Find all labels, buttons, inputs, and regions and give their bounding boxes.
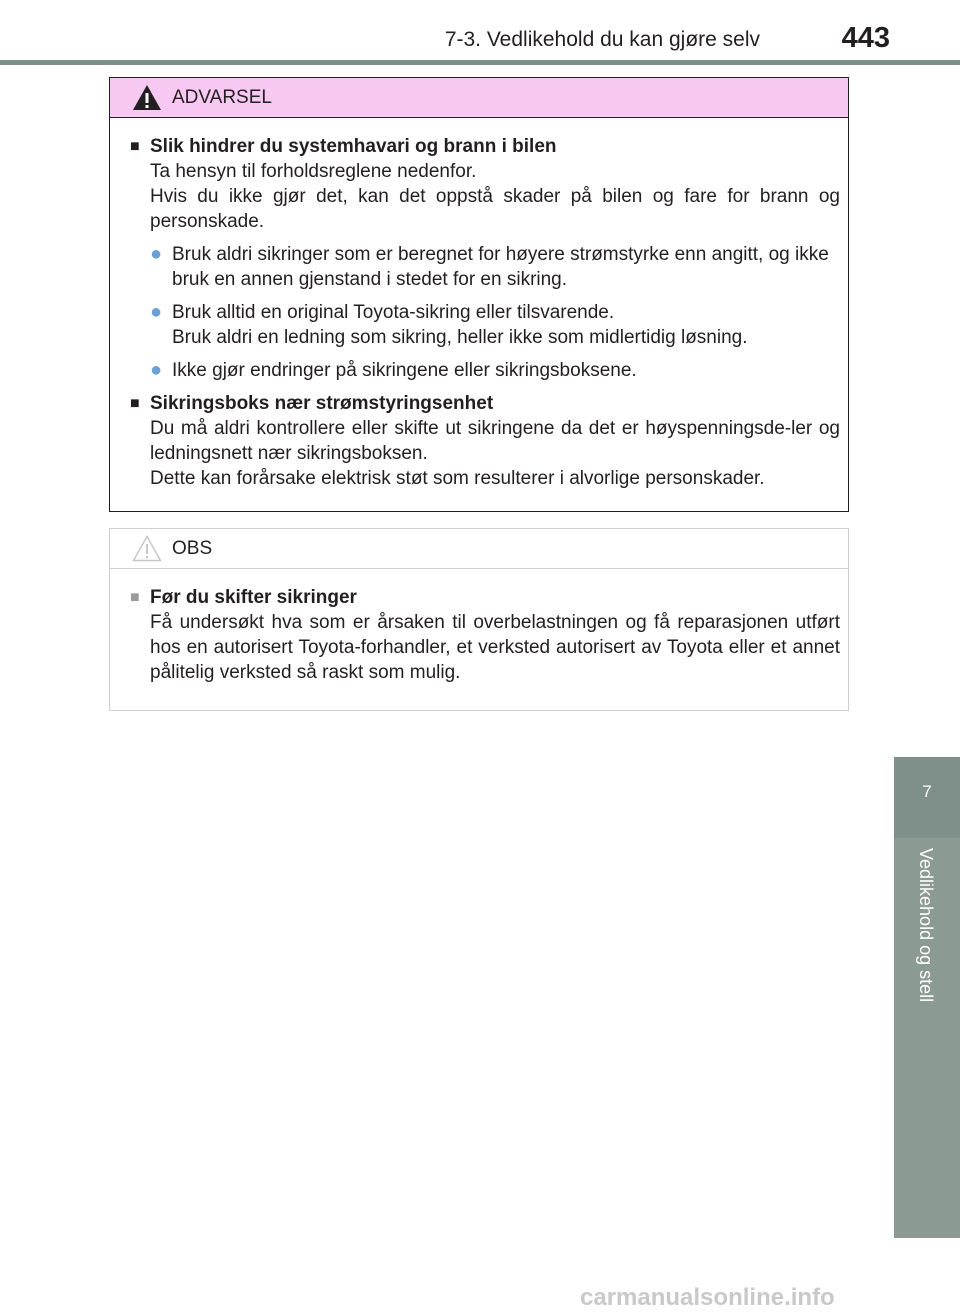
chapter-tab-number: 7 xyxy=(922,782,932,801)
warning-triangle-icon xyxy=(132,84,162,111)
round-bullet-icon: ● xyxy=(150,243,163,265)
warning-heading: ADVARSEL xyxy=(172,86,272,108)
warning-header xyxy=(110,78,848,118)
section-title: 7-3. Vedlikehold du kan gjøre selv xyxy=(444,28,760,51)
caution-triangle-icon xyxy=(132,535,162,562)
section-heading: ■ Slik hindrer du systemhavari og brann i bilen xyxy=(130,136,557,157)
caution-heading: OBS xyxy=(172,537,213,559)
caution-box xyxy=(109,528,849,711)
section-heading: ■ Sikringsboks nær strømstyringsenhet xyxy=(130,393,494,414)
paragraph: Du må aldri kontrollere eller skifte ut sikringene da det er høyspenningsde-ler og ledningsnett nær sikringsboksen. xyxy=(150,418,840,464)
paragraph: Hvis du ikke gjør det, kan det oppstå skader på bilen og fare for brann og personskade. xyxy=(150,186,840,232)
chapter-tab-label: Vedlikehold og stell xyxy=(916,848,936,1003)
warning-box xyxy=(109,77,849,512)
paragraph: Ta hensyn til forholdsreglene nedenfor. xyxy=(150,161,477,182)
paragraph: Dette kan forårsake elektrisk støt som resulterer i alvorlige personskader. xyxy=(150,468,765,489)
caution-body xyxy=(110,569,848,685)
round-bullet-icon: ● xyxy=(150,301,163,323)
header-rule xyxy=(0,60,960,65)
warning-body xyxy=(110,118,848,491)
list-item: ● Bruk aldri sikringer som er beregnet for høyere strømstyrke enn angitt, og ikke bruk en annen gjenstand i stedet for en sikring. xyxy=(150,243,829,290)
caution-header xyxy=(110,529,848,569)
square-bullet-icon: ■ xyxy=(130,589,140,606)
paragraph: Få undersøkt hva som er årsaken til overbelastningen og få reparasjonen utført hos en autorisert Toyota-forhandler, et verksted autorisert av Toyota eller et annet pålitelig verksted så raskt som mulig. xyxy=(150,612,840,683)
square-bullet-icon: ■ xyxy=(130,395,140,412)
watermark: carmanualsonline.info xyxy=(580,1284,835,1311)
square-bullet-icon: ■ xyxy=(130,138,140,155)
page-number: 443 xyxy=(841,22,890,54)
list-item: ● Bruk alltid en original Toyota-sikring eller tilsvarende. Bruk aldri en ledning som sikring, heller ikke som midlertidig løsning. xyxy=(150,301,748,348)
list-item: ● Ikke gjør endringer på sikringene eller sikringsboksene. xyxy=(150,359,637,381)
round-bullet-icon: ● xyxy=(150,359,163,381)
section-heading: ■ Før du skifter sikringer xyxy=(130,587,357,608)
